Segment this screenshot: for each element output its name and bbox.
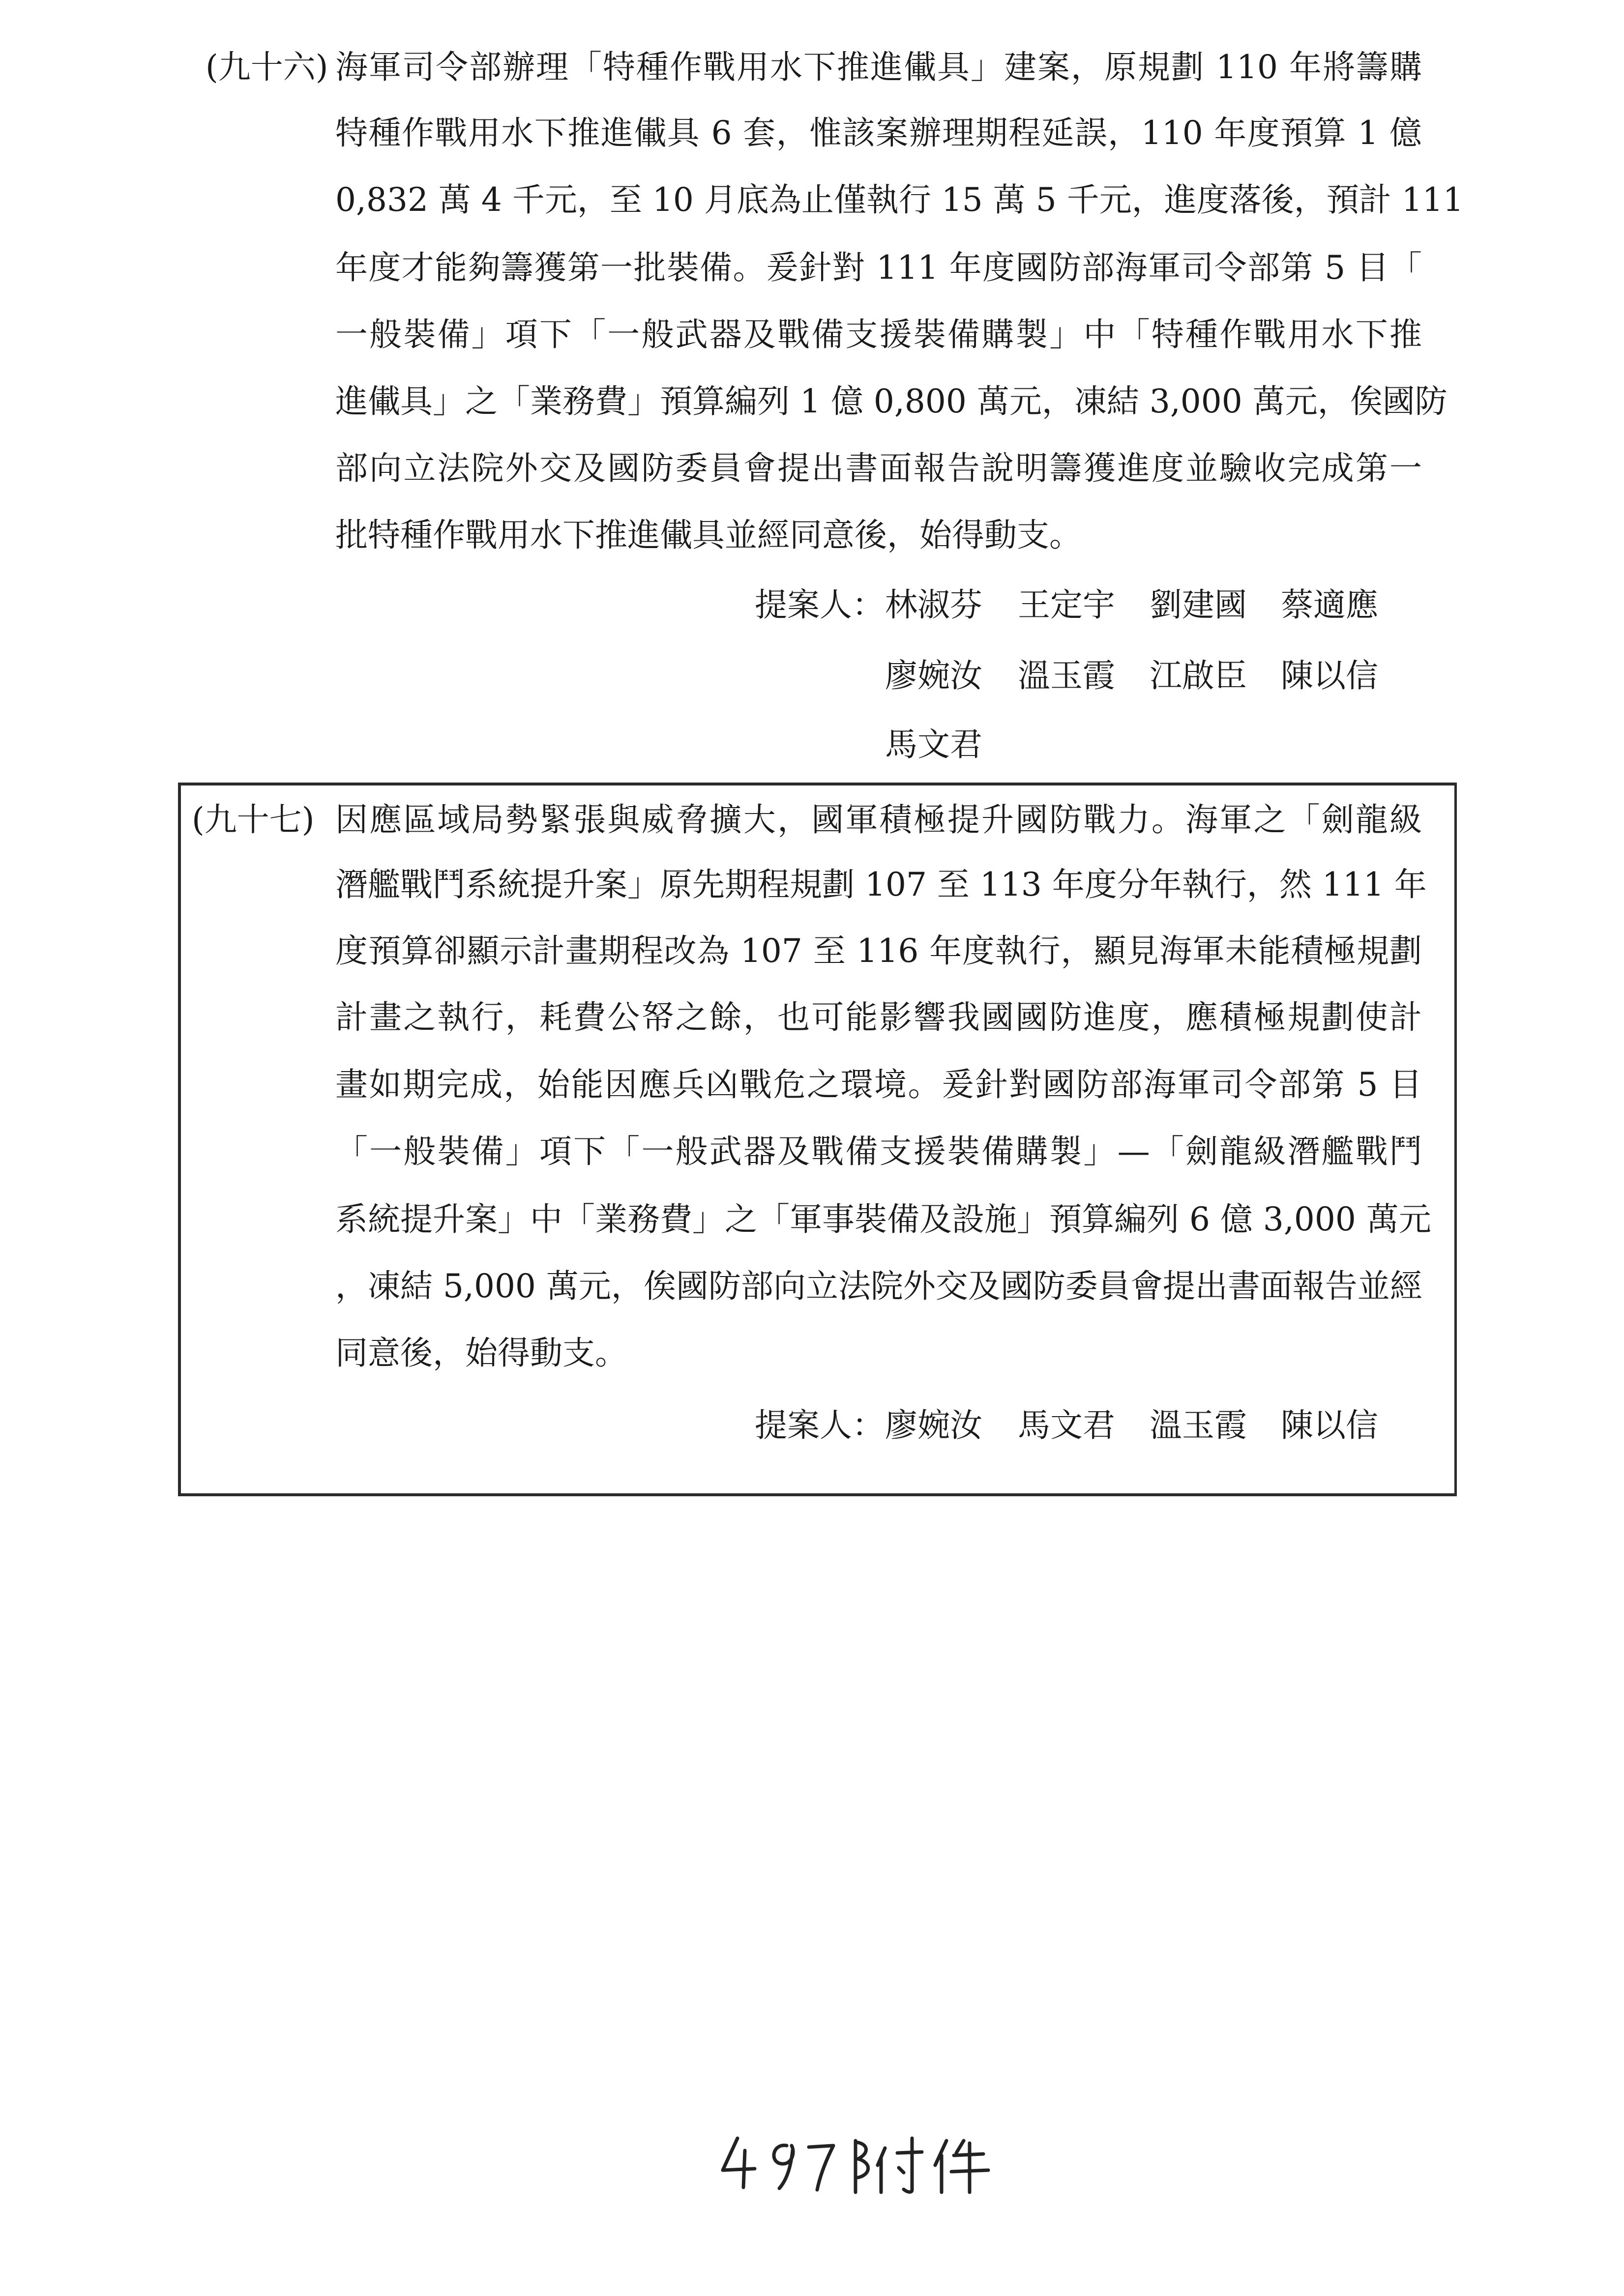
proposer-name: 溫玉霞: [1018, 657, 1115, 695]
proposal-text-line: 畫如期完成，始能因應兵凶戰危之環境。爰針對國防部海軍司令部第 5 目: [335, 1066, 1422, 1104]
proposal-text-line: 潛艦戰鬥系統提升案」原先期程規劃 107 至 113 年度分年執行，然 111 年: [335, 866, 1427, 903]
proposal-text-line: ，凍結 5,000 萬元，俟國防部向立法院外交及國防委員會提出書面報告並經: [335, 1267, 1422, 1305]
proposal-text-line: 「一般裝備」項下「一般武器及戰備支援裝備購製」—「劍龍級潛艦戰鬥: [335, 1133, 1422, 1170]
proposal-text-line: 一般裝備」項下「一般武器及戰備支援裝備購製」中「特種作戰用水下推: [335, 316, 1422, 353]
proposal-text-line: 進儎具」之「業務費」預算編列 1 億 0,800 萬元，凍結 3,000 萬元，俟國防: [335, 382, 1447, 420]
proposer-name: 王定宇: [1018, 586, 1115, 624]
proposal-text-line: 計畫之執行，耗費公帑之餘，也可能影響我國國防進度，應積極規劃使計: [335, 998, 1422, 1036]
proposer-name: 廖婉汝: [885, 657, 982, 695]
handwritten-annotation: [708, 2123, 1052, 2197]
proposer-name: 馬文君: [1018, 1406, 1115, 1444]
proposer-label: 提案人：: [755, 586, 885, 624]
proposer-name: 蔡適應: [1281, 586, 1378, 624]
proposer-name: 劉建國: [1150, 586, 1247, 624]
proposer-name: 江啟臣: [1150, 657, 1247, 695]
proposal-number: (九十七): [192, 801, 315, 839]
proposer-name: 馬文君: [885, 726, 982, 763]
proposal-text-line: 因應區域局勢緊張與威脅擴大，國軍積極提升國防戰力。海軍之「劍龍級: [335, 801, 1422, 839]
proposer-name: 溫玉霞: [1150, 1406, 1247, 1444]
proposal-text-line: 0,832 萬 4 千元，至 10 月底為止僅執行 15 萬 5 千元，進度落後，預計 111: [335, 181, 1464, 219]
proposal-text-line: 年度才能夠籌獲第一批裝備。爰針對 111 年度國防部海軍司令部第 5 目「: [335, 249, 1422, 287]
proposal-text-line: 批特種作戰用水下推進儎具並經同意後，始得動支。: [335, 516, 1082, 554]
proposer-name: 陳以信: [1281, 1406, 1378, 1444]
proposal-text-line: 海軍司令部辦理「特種作戰用水下推進儎具」建案，原規劃 110 年將籌購: [335, 48, 1422, 86]
proposal-text-line: 特種作戰用水下推進儎具 6 套，惟該案辦理期程延誤，110 年度預算 1 億: [335, 114, 1422, 152]
proposer-name: 陳以信: [1281, 657, 1378, 695]
proposer-name: 林淑芬: [885, 586, 982, 624]
proposal-number: (九十六): [206, 48, 328, 86]
proposer-label: 提案人：: [755, 1406, 885, 1444]
proposal-text-line: 部向立法院外交及國防委員會提出書面報告說明籌獲進度並驗收完成第一: [335, 449, 1422, 487]
proposer-name: 廖婉汝: [885, 1406, 982, 1444]
proposal-text-line: 同意後，始得動支。: [335, 1334, 627, 1372]
proposal-text-line: 度預算卻顯示計畫期程改為 107 至 116 年度執行，顯見海軍未能積極規劃: [335, 932, 1422, 970]
proposal-text-line: 系統提升案」中「業務費」之「軍事裝備及設施」預算編列 6 億 3,000 萬元: [335, 1200, 1431, 1238]
